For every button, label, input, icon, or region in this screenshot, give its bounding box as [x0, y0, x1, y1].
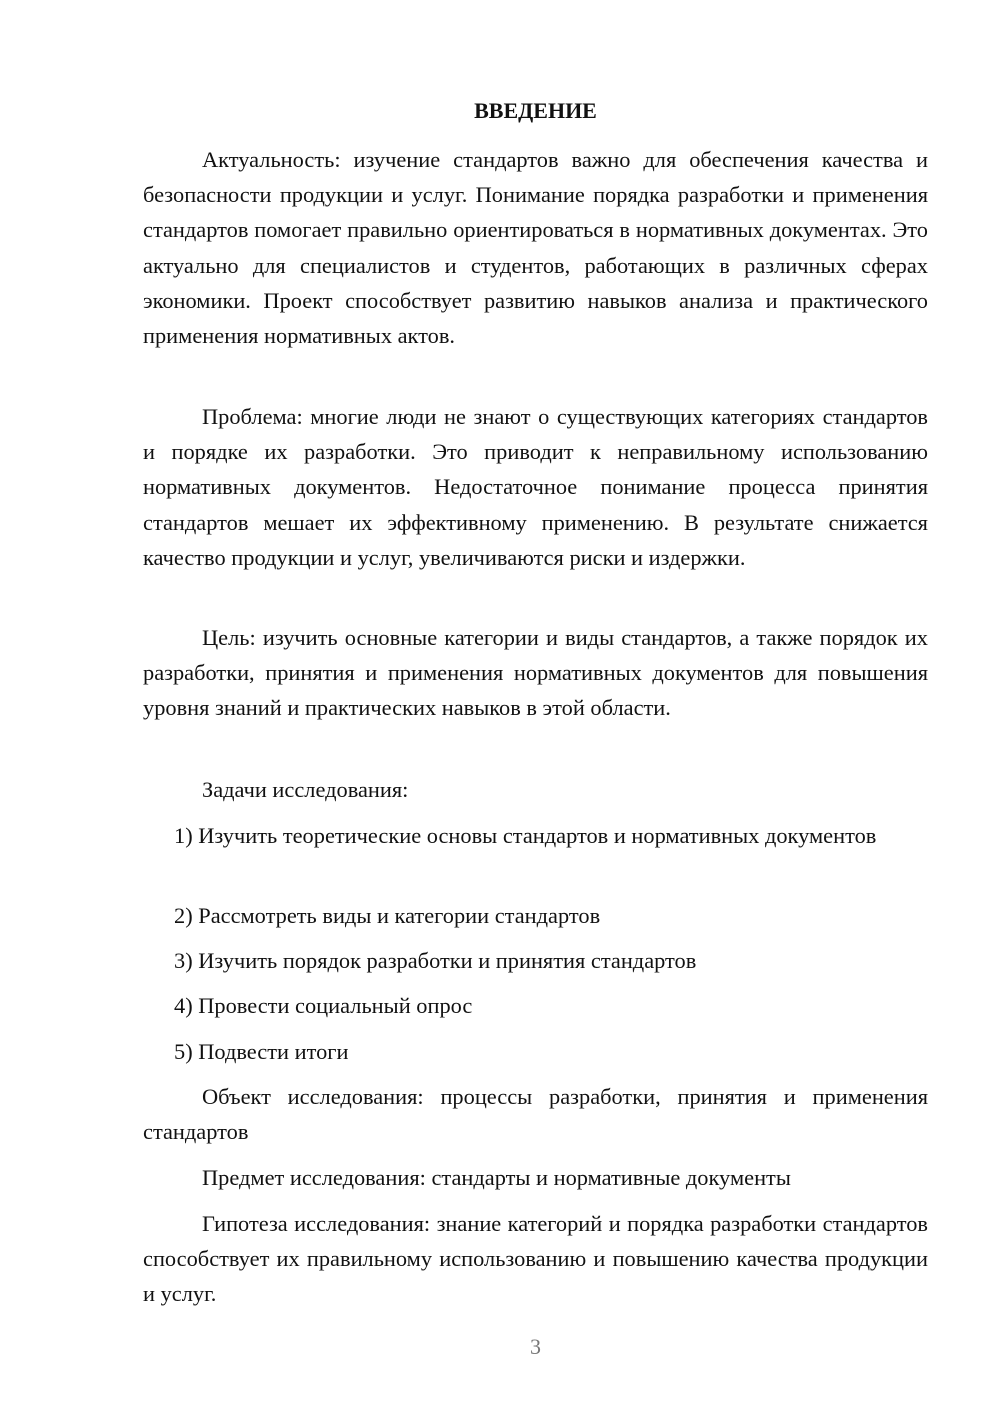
page-title: ВВЕДЕНИЕ	[474, 98, 597, 123]
list-item: 4) Провести социальный опрос	[174, 993, 473, 1018]
paragraph-problem: Проблема: многие люди не знают о существующих категориях стандартов и порядке их разработки. Это приводит к неправильному использованию нормативных документов. Недостаточное понимание процесса принятия стандартов мешает их эффективному применению. В результате снижается качество продукции и услуг, увеличиваются риски и издержки.	[143, 404, 928, 570]
paragraph-hypothesis: Гипотеза исследования: знание категорий и порядка разработки стандартов способствует их правильному использованию и повышению качества продукции и услуг.	[143, 1211, 928, 1307]
paragraph-subject: Предмет исследования: стандарты и нормативные документы	[202, 1165, 791, 1190]
list-item: 5) Подвести итоги	[174, 1039, 349, 1064]
list-item: 3) Изучить порядок разработки и принятия стандартов	[174, 948, 697, 973]
paragraph-object: Объект исследования: процессы разработки, принятия и применения стандартов	[143, 1084, 928, 1145]
paragraph-relevance: Актуальность: изучение стандартов важно для обеспечения качества и безопасности продукции и услуг. Понимание порядка разработки и применения стандартов помогает правильно ориентироваться в нормативных документах. Это актуально для специалистов и студентов, работающих в различных сферах экономики. Проект способствует развитию навыков анализа и практического применения нормативных актов.	[143, 147, 928, 349]
paragraph-goal: Цель: изучить основные категории и виды стандартов, а также порядок их разработки, принятия и применения нормативных документов для повышения уровня знаний и практических навыков в этой области.	[143, 625, 928, 721]
page-number: 3	[530, 1334, 541, 1359]
list-item: 2) Рассмотреть виды и категории стандартов	[174, 903, 601, 928]
tasks-heading: Задачи исследования:	[202, 777, 409, 802]
list-item: 1) Изучить теоретические основы стандартов и нормативных документов	[174, 823, 877, 848]
